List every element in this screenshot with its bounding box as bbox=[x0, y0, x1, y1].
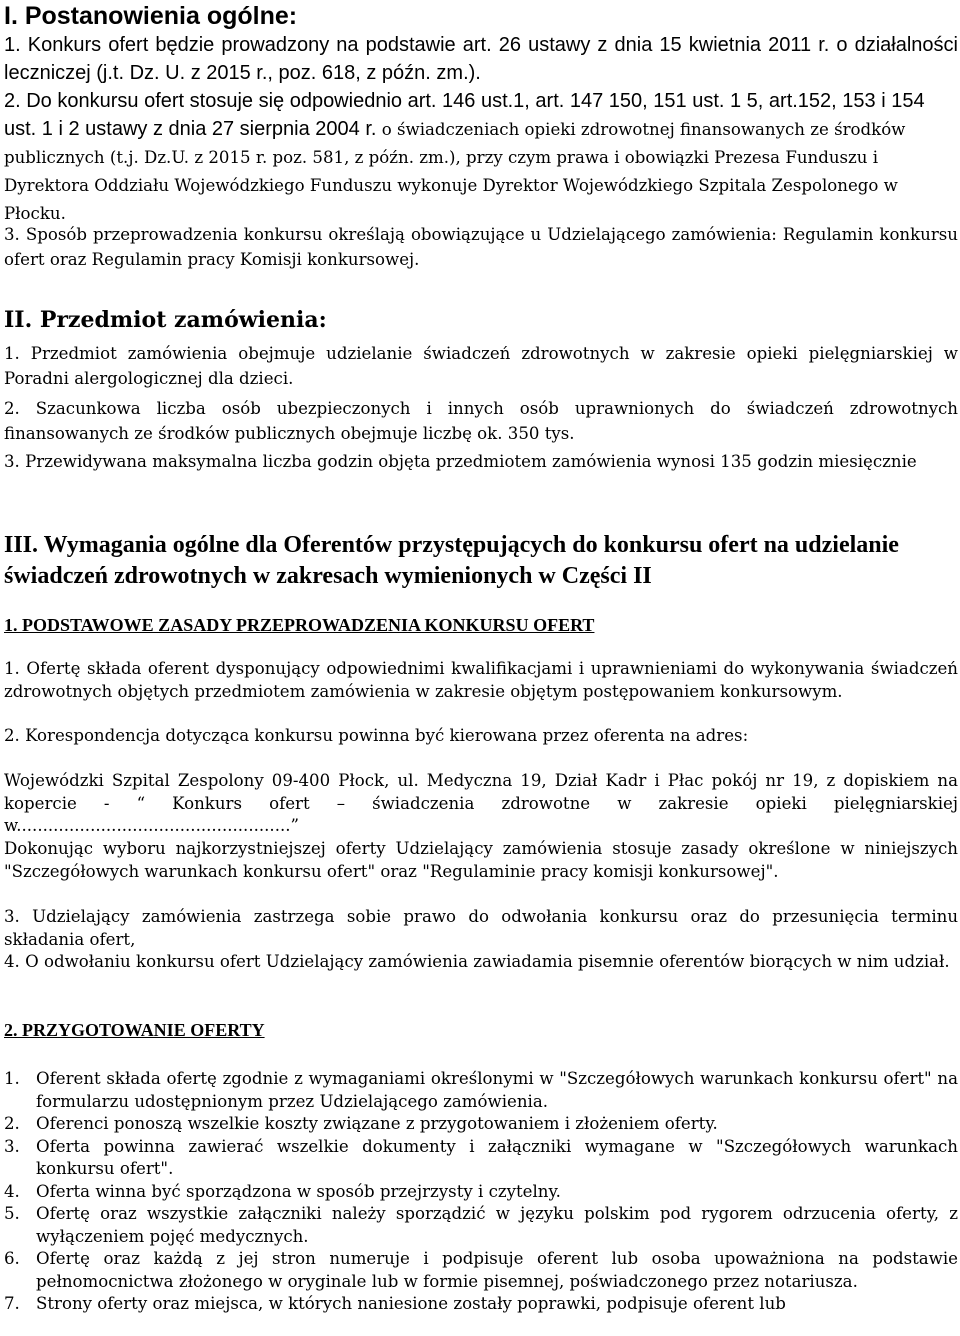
subsection-2-heading: 2. PRZYGOTOWANIE OFERTY bbox=[4, 1020, 265, 1040]
subsection-1-address: Wojewódzki Szpital Zespolony 09-400 Płock, ul. Medyczna 19, Dział Kadr i Płac pokój nr 19, z dopiskiem na kopercie - “ Konkurs ofert – świadczenia zdrowotne w zakresie opieki pielęgniarskiej w....................................................” bbox=[4, 771, 958, 835]
section-2-paragraph-2: 2. Szacunkowa liczba osób ubezpieczonych i innych osób uprawnionych do świadczeń zdrowotnych finansowanych ze środków publicznych obejmuje liczbę ok. 350 tys. bbox=[4, 399, 958, 443]
subsection-1-paragraph-1: 1. Ofertę składa oferent dysponujący odpowiednimi kwalifikacjami i uprawnieniami do wykonywania świadczeń zdrowotnych objętych przedmiotem zamówienia w zakresie objętym postępowaniem konkursowym. bbox=[4, 659, 958, 701]
section-2-paragraph-1: 1. Przedmiot zamówienia obejmuje udzielanie świadczeń zdrowotnych w zakresie opieki pielęgniarskiej w Poradni alergologicznej dla dzieci. bbox=[4, 344, 958, 388]
section-1-paragraph-3: 3. Sposób przeprowadzenia konkursu określają obowiązujące u Udzielającego zamówienia: Regulamin konkursu ofert oraz Regulamin pracy Komisji konkursowej. bbox=[4, 225, 958, 269]
list-item: 1. Oferent składa ofertę zgodnie z wymaganiami określonymi w "Szczegółowych warunkach konkursu ofert" na formularzu udostępnionym przez Udzielającego zamówienia. bbox=[4, 1069, 958, 1111]
list-item: 4. Oferta winna być sporządzona w sposób przejrzysty i czytelny. bbox=[4, 1181, 561, 1201]
subsection-1-paragraph-2: 2. Korespondencja dotycząca konkursu powinna być kierowana przez oferenta na adres: bbox=[4, 726, 749, 745]
section-1-heading: I. Postanowienia ogólne: bbox=[4, 2, 298, 30]
section-1-paragraph-2 bbox=[4, 87, 958, 228]
section-1-paragraph-1: 1. Konkurs ofert będzie prowadzony na podstawie art. 26 ustawy z dnia 15 kwietnia 2011 r. o działalności leczniczej (j.t. Dz. U. z 2015 r., poz. 618, z późn. zm.). bbox=[4, 34, 958, 84]
list-item: 2. Oferenci ponoszą wszelkie koszty związane z przygotowaniem i złożeniem oferty. bbox=[4, 1114, 718, 1133]
section-1-paragraph-2-part-a: 2. Do konkursu ofert stosuje się odpowiednio art. 146 ust.1, art. 147 150, 151 ust. 1 5, art.152, 153 i 154 ust. 1 i 2 ustawy z dnia 27 sierpnia 2004 r. bbox=[4, 90, 925, 140]
subsection-1-note: Dokonując wyboru najkorzystniejszej oferty Udzielający zamówienia stosuje zasady określone w niniejszych "Szczegółowych warunkach konkursu ofert" oraz "Regulaminie pracy komisji konkursowej". bbox=[4, 839, 958, 881]
section-2-heading: II. Przedmiot zamówienia: bbox=[4, 307, 327, 333]
subsection-2-list bbox=[4, 1068, 958, 1316]
list-item: 6. Ofertę oraz każdą z jej stron numeruje i podpisuje oferent lub osoba upoważniona na podstawie pełnomocnictwa złożonego w oryginale lub w formie pisemnej, poświadczonego przez notariusza. bbox=[4, 1249, 958, 1291]
subsection-1-paragraph-3: 3. Udzielający zamówienia zastrzega sobie prawo do odwołania konkursu oraz do przesunięcia terminu składania ofert, bbox=[4, 907, 958, 949]
list-item: 7. Strony oferty oraz miejsca, w których naniesione zostały poprawki, podpisuje oferent lub bbox=[4, 1294, 786, 1313]
list-item: 3. Oferta powinna zawierać wszelkie dokumenty i załączniki wymagane w "Szczegółowych warunkach konkursu ofert". bbox=[4, 1136, 958, 1178]
list-item: 5. Ofertę oraz wszystkie załączniki należy sporządzić w języku polskim pod rygorem odrzucenia oferty, z wyłączeniem pojęć medycznych. bbox=[4, 1204, 958, 1246]
section-2-paragraph-3: 3. Przewidywana maksymalna liczba godzin objęta przedmiotem zamówienia wynosi 135 godzin miesięcznie bbox=[4, 452, 917, 471]
subsection-1-paragraph-4: 4. O odwołaniu konkursu ofert Udzielający zamówienia zawiadamia pisemnie oferentów biorących w nim udział. bbox=[4, 952, 950, 971]
section-3-heading: III. Wymagania ogólne dla Oferentów przystępujących do konkursu ofert na udzielanie świadczeń zdrowotnych w zakresach wymienionych w Części II bbox=[4, 532, 899, 589]
subsection-1-heading: 1. PODSTAWOWE ZASADY PRZEPROWADZENIA KONKURSU OFERT bbox=[4, 615, 595, 635]
section-1-paragraph-2-part-b: o świadczeniach opieki zdrowotnej finansowanych ze środków publicznych (t.j. Dz.U. z 2015 r. poz. 581, z późn. zm.), przy czym prawa i obowiązki Prezesa Funduszu i Dyrektora Oddziału Wojewódzkiego Funduszu wykonuje Dyrektor Wojewódzkiego Szpitala Zespolonego w Płocku. bbox=[4, 120, 906, 223]
